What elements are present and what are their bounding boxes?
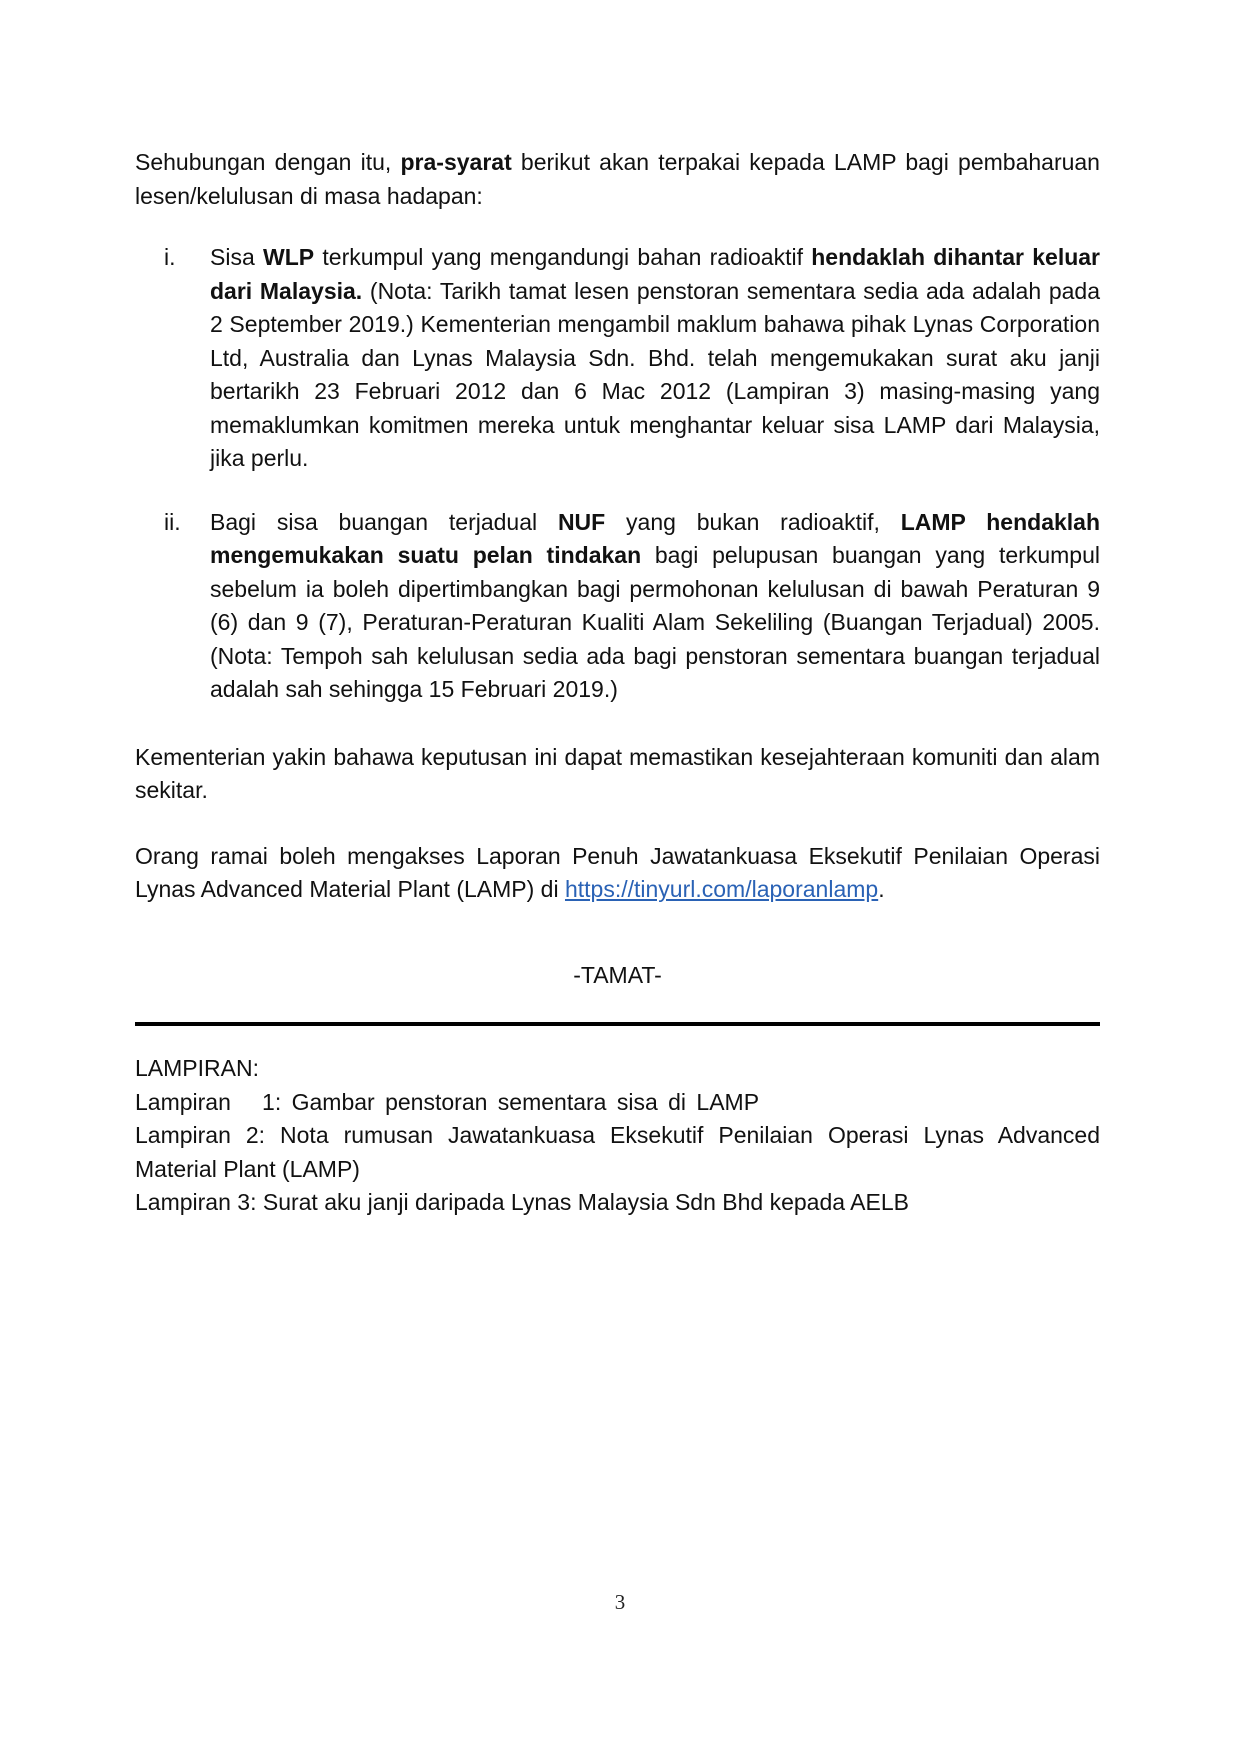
intro-paragraph (135, 146, 1100, 213)
closing-paragraph: Kementerian yakin bahawa keputusan ini dapat memastikan kesejahteraan komuniti dan alam sekitar. (135, 743, 1100, 803)
item-bold: NUF (557, 508, 606, 535)
attachment-line: Lampiran 1: Gambar penstoran sementara sisa di LAMP (135, 1088, 760, 1115)
intro-bold-term: pra-syarat (400, 149, 512, 175)
report-link[interactable]: https://tinyurl.com/laporanlamp (564, 876, 879, 902)
access-paragraph (135, 840, 1100, 907)
item-text: (Nota: Tarikh tamat lesen penstoran sementara sedia ada adalah pada 2 September 2019.) Kementerian mengambil maklum bahawa pihak Lynas Corporation Ltd, Australia dan Lynas Malaysia Sdn. Bhd. telah mengemukakan surat aku janji bertarikh 23 Februari 2012 dan 6 Mac 2012 (Lampiran 3) masing-masing yang memaklumkan komitmen mereka untuk menghantar keluar sisa LAMP dari Malaysia, jika perlu. (210, 277, 1100, 471)
item-text: Sisa (210, 244, 264, 270)
item-text: terkumpul yang mengandungi bahan radioaktif (314, 244, 812, 270)
item-text: Bagi sisa buangan terjadual (210, 508, 558, 535)
attachment-line: Lampiran 3: Surat aku janji daripada Lynas Malaysia Sdn Bhd kepada AELB (135, 1189, 909, 1215)
item-bold: LAMP hendaklah mengemukakan suatu pelan tindakan (210, 508, 1101, 568)
item-bold: WLP (263, 244, 315, 270)
list-item-text (210, 241, 1100, 476)
document-body (135, 146, 1100, 1220)
intro-text-rest: berikut akan terpakai kepada LAMP bagi pembaharuan lesen/kelulusan di masa hadapan: (135, 149, 1100, 209)
attachments-section (135, 1052, 1100, 1220)
list-item-text (210, 506, 1100, 707)
intro-text: Sehubungan dengan itu, (135, 149, 401, 175)
page-number: 3 (614, 1590, 626, 1614)
item-bold: hendaklah dihantar keluar dari Malaysia. (210, 244, 1101, 304)
item-text: yang bukan radioaktif, (605, 508, 901, 535)
attachments-heading: LAMPIRAN: (135, 1055, 259, 1081)
list-marker: i. (164, 244, 176, 270)
end-marker: -TAMAT- (573, 961, 662, 988)
item-text: bagi pelupusan buangan yang terkumpul sebelum ia boleh dipertimbangkan bagi permohonan kelulusan di bawah Peraturan 9 (6) dan 9 (7), Peraturan-Peraturan Kualiti Alam Sekeliling (Buangan Terjadual) 2005. (Nota: Tempoh sah kelulusan sedia ada bagi penstoran sementara buangan terjadual adalah sah sehingga 15 Februari 2019.) (210, 542, 1100, 702)
list-marker: ii. (164, 508, 181, 535)
access-end: . (878, 876, 885, 902)
list-item (135, 241, 1100, 476)
attachment-line: Lampiran 2: Nota rumusan Jawatankuasa Eksekutif Penilaian Operasi Lynas Advanced Material Plant (LAMP) (135, 1122, 1100, 1182)
access-text: Orang ramai boleh mengakses Laporan Penuh Jawatankuasa Eksekutif Penilaian Operasi Lynas Advanced Material Plant (LAMP) di (135, 842, 1100, 902)
list-item (135, 506, 1100, 707)
divider-rule (135, 1022, 1100, 1026)
